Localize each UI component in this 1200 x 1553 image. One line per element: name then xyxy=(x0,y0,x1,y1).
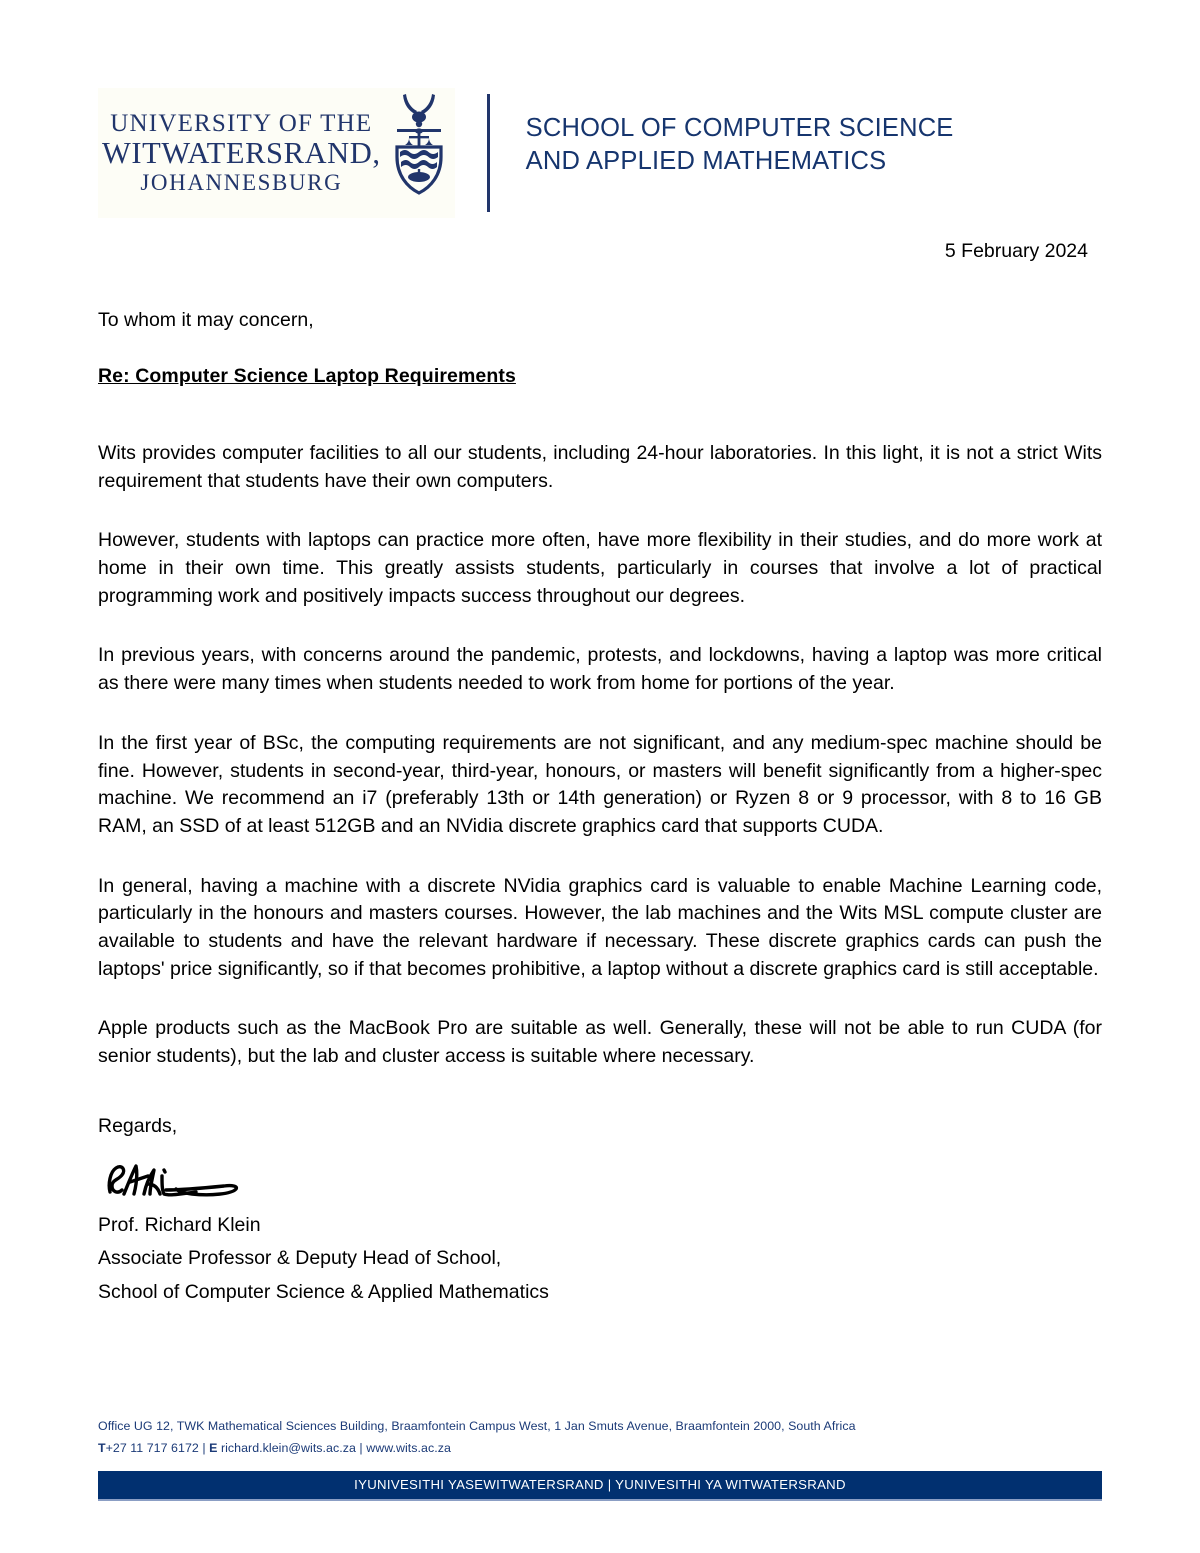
school-name xyxy=(526,112,954,177)
tel-label: T xyxy=(98,1440,106,1455)
footer-banner: IYUNIVESITHI YASEWITWATERSRAND | YUNIVESITHI YA WITWATERSRAND xyxy=(98,1471,1102,1501)
wordmark-line-1: UNIVERSITY OF THE xyxy=(110,110,373,138)
website-link[interactable]: www.wits.ac.za xyxy=(366,1440,451,1455)
footer-address: Office UG 12, TWK Mathematical Sciences Building, Braamfontein Campus West, 1 Jan Smuts Avenue, Braamfontein 2000, South Africa xyxy=(98,1419,856,1434)
letter-date: 5 February 2024 xyxy=(944,240,1088,262)
paragraph-4: In the first year of BSc, the computing requirements are not significant, and any medium-spec machine should be fine. However, students in second-year, third-year, honours, or masters will benefit significantly from a higher-spec machine. We recommend an i7 (preferably 13th or 14th generation) or Ryzen 8 or 9 processor, with 8 to 16 GB RAM, an SSD of at least 512GB and an NVidia discrete graphics card that supports CUDA. xyxy=(98,731,1102,837)
header-divider xyxy=(487,94,490,212)
tel-value: +27 11 717 6172 xyxy=(105,1440,199,1455)
footer-separator-1: | xyxy=(202,1440,206,1455)
salutation: To whom it may concern, xyxy=(98,309,314,331)
closing: Regards, xyxy=(98,1114,178,1137)
paragraph-2: However, students with laptops can practice more often, have more flexibility in their studies, and do more work at home in their own time. This greatly assists students, particularly in courses that involve a lot of practical programming work and positively impacts success throughout our degrees. xyxy=(98,529,1102,607)
paragraph-5: In general, having a machine with a discrete NVidia graphics card is valuable to enable Machine Learning code, particularly in the honours and masters courses. However, the lab machines and the Wits MSL compute cluster are available to students and have the relevant hardware if necessary. These discrete graphics cards can push the laptops' price significantly, so if that becomes prohibitive, a laptop without a discrete graphics card is still acceptable. xyxy=(98,874,1102,980)
subject-line: Re: Computer Science Laptop Requirements xyxy=(98,365,516,387)
paragraph-1: Wits provides computer facilities to all our students, including 24-hour laboratories. In this light, it is not a strict Wits requirement that students have their own computers. xyxy=(98,442,1102,492)
wordmark-line-2: WITWATERSRAND, xyxy=(102,135,381,170)
wordmark-line-3: JOHANNESBURG xyxy=(140,170,343,196)
signer-name: Prof. Richard Klein xyxy=(98,1213,261,1236)
signer-school: School of Computer Science & Applied Mathematics xyxy=(98,1281,549,1304)
letterhead xyxy=(0,0,1200,196)
paragraph-6: Apple products such as the MacBook Pro are suitable as well. Generally, these will not be able to run CUDA (for senior students), but the lab and cluster access is suitable where necessary. xyxy=(98,1017,1102,1067)
footer-separator-2: | xyxy=(359,1440,363,1455)
footer-contact-line xyxy=(98,1438,1102,1459)
signer-title: Associate Professor & Deputy Head of School, xyxy=(98,1247,502,1270)
university-wordmark xyxy=(102,111,381,194)
email-value[interactable]: richard.klein@wits.ac.za xyxy=(220,1440,356,1455)
page-footer xyxy=(0,1416,1200,1553)
paragraph-3: In previous years, with concerns around the pandemic, protests, and lockdowns, having a laptop was more critical as there were many times when students needed to work from home for portions of the year. xyxy=(98,644,1102,695)
school-name-line-2: AND APPLIED MATHEMATICS xyxy=(525,146,887,175)
letter-body xyxy=(0,240,1200,1307)
email-label: E xyxy=(209,1440,218,1455)
school-name-line-1: SCHOOL OF COMPUTER SCIENCE xyxy=(525,114,954,142)
handwritten-signature xyxy=(100,1154,1102,1206)
wits-crest-icon xyxy=(389,89,449,214)
university-logo xyxy=(98,88,455,218)
footer-contact xyxy=(0,1416,1200,1459)
